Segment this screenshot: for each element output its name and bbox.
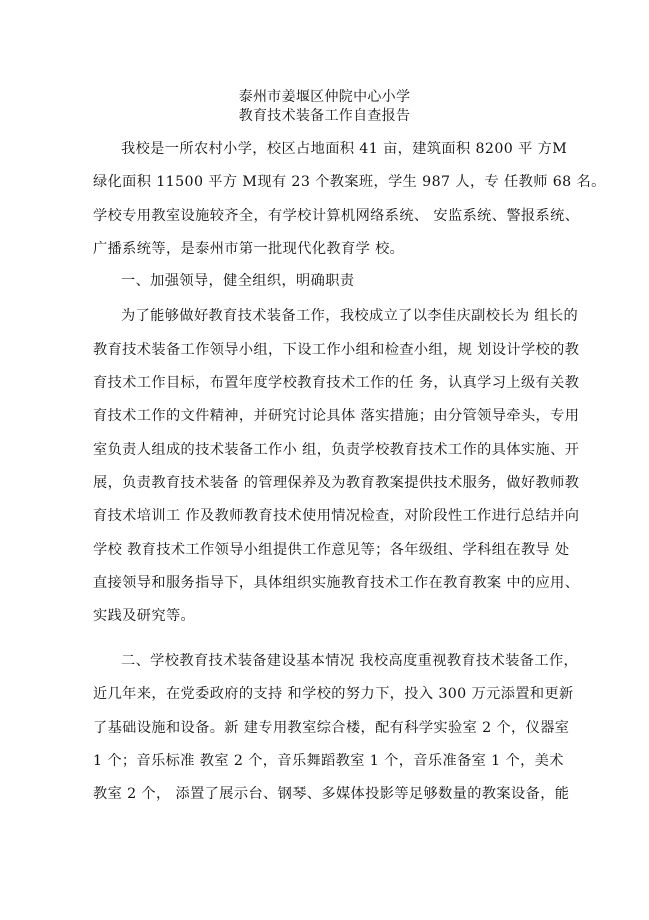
paragraph-line: 学校 教育技术工作领导小组提供工作意见等；各年级组、学科组在教导 处: [93, 542, 570, 558]
paragraph-line: 为了能够做好教育技术装备工作，我校成立了以李佳庆副校长为 组长的: [121, 308, 579, 324]
paragraph-line: 我校是一所农村小学，校区占地面积 41 亩，建筑面积 8200 平 方M: [121, 141, 568, 157]
paragraph-line: 1 个；音乐标准 教室 2 个，音乐舞蹈教室 1 个，音乐准备室 1 个，美术: [93, 753, 564, 769]
document-title-report: 教育技术装备工作自查报告: [238, 108, 411, 124]
paragraph-line: 育技术培训工 作及教师教育技术使用情况检查，对阶段性工作进行总结并向: [93, 508, 580, 524]
paragraph-line: 了基础设施和设备。新 建专用教室综合楼，配有科学实验室 2 个，仪器室: [93, 720, 570, 736]
paragraph-line: 育技术工作目标，布置年度学校教育技术工作的任 务，认真学习上级有关教: [93, 375, 580, 391]
paragraph-line: 直接领导和服务指导下，具体组织实施教育技术工作在教育教案 中的应用、: [93, 575, 580, 591]
paragraph-line: 教育技术装备工作领导小组，下设工作小组和检查小组，规 划设计学校的教: [93, 342, 580, 358]
paragraph-line: 绿化面积 11500 平方 M现有 23 个教案班，学生 987 人，专 任教师 68 名。: [93, 174, 606, 190]
paragraph-line: 教室 2 个， 添置了展示台、钢琴、多媒体投影等足够数量的教案设备，能: [93, 786, 570, 802]
paragraph-line: 广播系统等，是泰州市第一批现代化教育学 校。: [93, 241, 405, 257]
section-heading: 一、加强领导，健全组织，明确职责: [121, 273, 355, 289]
paragraph-line: 近几年来，在党委政府的支持 和学校的努力下，投入 300 万元添置和更新: [93, 686, 574, 702]
paragraph-line: 实践及研究等。: [93, 608, 196, 624]
paragraph-line: 室负责人组成的技术装备工作小 组，负责学校教育技术工作的具体实施、开: [93, 442, 580, 458]
document-title-school: 泰州市姜堰区仲院中心小学: [238, 89, 411, 105]
paragraph-line: 学校专用教室设施较齐全，有学校计算机网络系统、 安监系统、警报系统、: [93, 208, 580, 224]
paragraph-line: 展，负责教育技术装备 的管理保养及为教育教案提供技术服务，做好教师教: [93, 475, 580, 491]
paragraph-line: 育技术工作的文件精神，并研究讨论具体 落实措施；由分管领导牵头，专用: [93, 408, 580, 424]
section-heading-paragraph: 二、学校教育技术装备建设基本情况 我校高度重视教育技术装备工作，: [121, 653, 579, 669]
